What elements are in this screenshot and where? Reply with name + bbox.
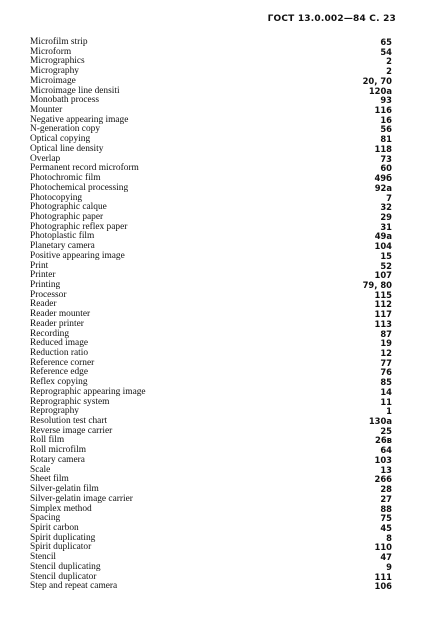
index-entry xyxy=(30,252,392,262)
index-entry xyxy=(30,427,392,437)
index-entry xyxy=(30,271,392,281)
index-term: Printing xyxy=(30,279,61,290)
index-term: Reflex copying xyxy=(30,377,88,388)
index-term: Reduction ratio xyxy=(30,348,89,358)
index-reference-number: 73 xyxy=(380,153,392,164)
index-term: Step and repeat camera xyxy=(30,581,118,592)
index-entry xyxy=(30,398,392,408)
index-reference-number: 49б xyxy=(374,173,392,184)
index-entry xyxy=(30,38,392,48)
index-term: Rotary camera xyxy=(30,454,85,465)
index-entry xyxy=(30,310,392,320)
index-reference-number: 49a xyxy=(374,231,392,242)
index-term: Spirit duplicating xyxy=(30,532,96,543)
index-term: Print xyxy=(30,260,49,271)
index-term: Optical line density xyxy=(30,143,104,154)
index-term: Silver-gelatin image carrier xyxy=(30,493,133,504)
index-reference-number: 110 xyxy=(374,542,392,553)
index-entry xyxy=(30,281,392,291)
index-entry xyxy=(30,184,392,194)
index-term: Reverse image carrier xyxy=(30,425,113,436)
index-term: Reduced image xyxy=(30,338,89,349)
index-term: Positive appearing image xyxy=(30,250,125,261)
index-term: Stencil duplicator xyxy=(30,571,97,582)
index-term: Photographic reflex paper xyxy=(30,221,128,232)
index-term: Roll film xyxy=(30,435,65,446)
index-reference-number: 60 xyxy=(380,163,392,174)
index-term: Scale xyxy=(30,464,51,475)
index-reference-number: 32 xyxy=(380,202,392,213)
index-reference-number: 29 xyxy=(380,211,392,222)
index-term: Resolution test chart xyxy=(30,416,108,427)
index-reference-number: 113 xyxy=(374,318,392,329)
index-term: Microimage line densiti xyxy=(30,85,120,96)
index-reference-number: 52 xyxy=(380,260,392,271)
index-entry xyxy=(30,466,392,476)
index-term: Photochromic film xyxy=(30,173,101,184)
index-reference-number: 1 xyxy=(386,406,392,417)
index-term: Reader printer xyxy=(30,318,84,329)
index-term: Processor xyxy=(30,289,67,300)
index-term: Planetary camera xyxy=(30,241,95,252)
index-term: Printer xyxy=(30,270,56,281)
index-reference-number: 14 xyxy=(380,386,392,397)
index-reference-number: 13 xyxy=(380,464,392,475)
index-reference-number: 65 xyxy=(380,37,392,47)
index-reference-number: 12 xyxy=(380,348,392,358)
index-term: Reference edge xyxy=(30,367,89,378)
index-reference-number: 88 xyxy=(380,503,392,514)
index-entry xyxy=(30,320,392,330)
index-term: Photochemical processing xyxy=(30,182,129,193)
index-reference-number: 112 xyxy=(374,299,392,310)
index-reference-number: 25 xyxy=(380,425,392,436)
index-term: Microfilm strip xyxy=(30,37,88,47)
index-term: Reader mounter xyxy=(30,309,91,320)
index-term: Optical copying xyxy=(30,134,91,145)
index-term: Stencil xyxy=(30,552,57,563)
index-reference-number: 64 xyxy=(380,445,392,456)
index-term: Silver-gelatin film xyxy=(30,484,99,495)
index-reference-number: 116 xyxy=(374,105,392,116)
index-reference-number: 93 xyxy=(380,95,392,106)
index-reference-number: 56 xyxy=(380,124,392,135)
index-entry xyxy=(30,67,392,77)
index-entry xyxy=(30,145,392,155)
index-term: Photocopying xyxy=(30,192,83,203)
index-reference-number: 107 xyxy=(374,270,392,281)
index-term: Photoplastic film xyxy=(30,231,95,242)
index-term: Spacing xyxy=(30,513,61,524)
index-reference-number: 2 xyxy=(386,66,392,77)
index-reference-number: 115 xyxy=(374,289,392,300)
index-reference-number: 15 xyxy=(380,250,392,261)
index-reference-number: 2 xyxy=(386,56,392,67)
index-term: Spirit duplicator xyxy=(30,542,92,553)
index-reference-number: 92a xyxy=(374,182,392,193)
index-term: Microimage xyxy=(30,75,76,86)
term-index-list xyxy=(30,38,392,592)
index-term: Reference corner xyxy=(30,357,95,368)
index-term: Permanent record microform xyxy=(30,163,139,174)
index-reference-number: 75 xyxy=(380,513,392,524)
index-entry xyxy=(30,262,392,272)
index-reference-number: 81 xyxy=(380,134,392,145)
index-term: Micrographics xyxy=(30,56,85,67)
index-reference-number: 85 xyxy=(380,377,392,388)
index-term: Negative appearing image xyxy=(30,114,129,125)
index-reference-number: 266 xyxy=(374,474,392,485)
index-term: Sheet film xyxy=(30,474,69,485)
index-entry xyxy=(30,291,392,301)
index-entry xyxy=(30,456,392,466)
index-term: Reprographic appearing image xyxy=(30,386,146,397)
index-entry xyxy=(30,582,392,592)
index-term: N-generation copy xyxy=(30,124,101,135)
page-header: ГОСТ 13.0.002—84 С. 23 xyxy=(267,14,396,24)
index-term: Micrography xyxy=(30,66,79,77)
index-entry xyxy=(30,543,392,553)
index-reference-number: 120a xyxy=(368,85,392,96)
index-reference-number: 118 xyxy=(374,143,392,154)
index-term: Microform xyxy=(30,46,72,57)
index-reference-number: 26в xyxy=(375,435,392,446)
index-term: Roll microfilm xyxy=(30,445,86,456)
index-reference-number: 31 xyxy=(380,221,392,232)
index-term: Mounter xyxy=(30,105,63,116)
index-reference-number: 7 xyxy=(386,192,392,203)
index-term: Overlap xyxy=(30,153,61,164)
index-reference-number: 28 xyxy=(380,484,392,495)
index-reference-number: 106 xyxy=(374,581,392,592)
index-term: Photographic calque xyxy=(30,202,107,213)
index-reference-number: 27 xyxy=(380,493,392,504)
index-term: Recording xyxy=(30,328,70,339)
index-reference-number: 19 xyxy=(380,338,392,349)
index-reference-number: 8 xyxy=(386,532,392,543)
index-reference-number: 111 xyxy=(374,571,392,582)
index-term: Reprographic system xyxy=(30,396,110,407)
index-reference-number: 45 xyxy=(380,522,392,533)
index-reference-number: 103 xyxy=(374,454,392,465)
index-reference-number: 20, 70 xyxy=(362,75,392,86)
index-term: Spirit carbon xyxy=(30,522,79,533)
index-reference-number: 77 xyxy=(380,357,392,368)
index-entry xyxy=(30,57,392,67)
index-entry xyxy=(30,505,392,515)
index-reference-number: 104 xyxy=(374,241,392,252)
index-reference-number: 54 xyxy=(380,46,392,57)
index-reference-number: 16 xyxy=(380,114,392,125)
index-reference-number: 117 xyxy=(374,309,392,320)
index-term: Simplex method xyxy=(30,503,92,514)
index-term: Photographic paper xyxy=(30,211,104,222)
index-term: Reprography xyxy=(30,406,79,417)
index-term: Monobath process xyxy=(30,95,99,106)
index-reference-number: 11 xyxy=(380,396,392,407)
index-reference-number: 87 xyxy=(380,328,392,339)
index-term: Reader xyxy=(30,299,57,310)
index-term: Stencil duplicating xyxy=(30,561,101,572)
index-entry xyxy=(30,96,392,106)
index-entry xyxy=(30,514,392,524)
index-reference-number: 76 xyxy=(380,367,392,378)
index-reference-number: 9 xyxy=(386,561,392,572)
index-reference-number: 47 xyxy=(380,552,392,563)
index-reference-number: 130a xyxy=(368,416,392,427)
index-reference-number: 79, 80 xyxy=(362,279,392,290)
